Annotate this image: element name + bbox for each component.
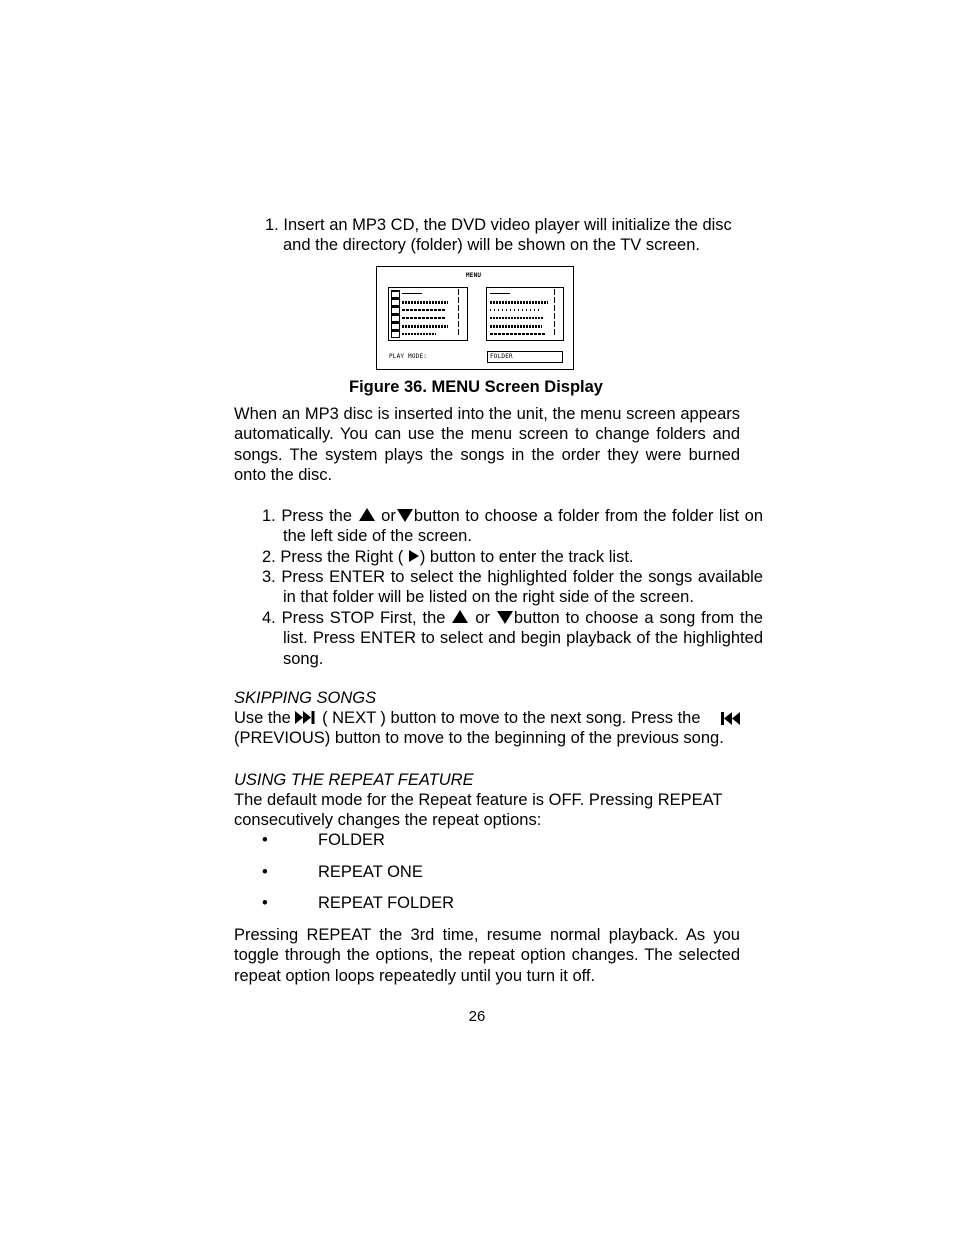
- play-mode-box: [487, 351, 563, 363]
- intro-step-text: Insert an MP3 CD, the DVD video player will initialize the disc and the directory (folder) will be shown on the TV screen.: [283, 216, 732, 255]
- step-1-text-a: 1. Press the: [262, 507, 353, 525]
- intro-step: [265, 215, 745, 256]
- folder-row-bar: [402, 317, 446, 319]
- folder-icon: [391, 314, 400, 322]
- step-2: [262, 547, 763, 567]
- folder-row-bar: [402, 293, 422, 294]
- track-row-bar: [490, 293, 510, 294]
- step-3: 3. Press ENTER to select the highlighted folder the songs available in that folder will be listed on the right side of the screen.: [262, 568, 763, 607]
- step-1: [262, 506, 763, 547]
- play-mode-label: PLAY MODE:: [389, 353, 428, 360]
- menu-screen-title: MENU: [466, 272, 482, 279]
- repeat-feature-heading: USING THE REPEAT FEATURE: [234, 771, 474, 789]
- step-4-text-c: button to choose a song from the list. Press ENTER to select and begin playback of the highlighted song.: [283, 609, 763, 668]
- repeat-option: FOLDER: [318, 831, 385, 849]
- folder-icon: [391, 322, 400, 330]
- folder-row-count: [458, 321, 459, 327]
- skipping-songs-paragraph: [234, 708, 742, 749]
- track-row-number: [554, 297, 555, 303]
- menu-description-paragraph: When an MP3 disc is inserted into the unit, the menu screen appears automatically. You can use the menu screen to change folders and songs. The system plays the songs in the order they were burned onto the disc.: [234, 405, 740, 485]
- folder-row-count: [458, 289, 459, 295]
- folder-row-count: [458, 305, 459, 311]
- track-row-bar: [490, 317, 544, 319]
- step-4-text-a: 4. Press STOP First, the: [262, 609, 446, 627]
- bullet-marker: •: [262, 831, 268, 849]
- step-4: [262, 608, 763, 669]
- folder-row-count: [458, 329, 459, 335]
- down-triangle-icon: [497, 611, 513, 624]
- step-1-text-c: button to choose a folder from the folder list on the left side of the screen.: [283, 507, 763, 546]
- up-triangle-icon: [452, 610, 468, 623]
- folder-icon: [391, 290, 400, 298]
- skipping-text-3: (PREVIOUS) button to move to the beginning of the previous song.: [234, 729, 724, 748]
- folder-row-bar: [402, 309, 446, 311]
- skip-previous-icon: [720, 712, 742, 725]
- track-row-bar: [490, 325, 542, 328]
- step-2-text-c: ) button to enter the track list.: [419, 548, 634, 566]
- intro-step-number: 1.: [265, 216, 279, 234]
- bullet-marker: •: [262, 894, 268, 912]
- page-number: 26: [468, 1008, 486, 1025]
- bullet-marker: •: [262, 863, 268, 881]
- track-row-number: [554, 321, 555, 327]
- repeat-option: REPEAT ONE: [318, 863, 423, 881]
- menu-screen-figure: [376, 266, 575, 370]
- skipping-text-2: ( NEXT ) button to move to the next song. Press the: [322, 709, 701, 727]
- track-row-bar: [490, 301, 548, 304]
- right-triangle-icon: [409, 550, 419, 562]
- track-row-number: [554, 313, 555, 319]
- track-row-number: [554, 305, 555, 311]
- repeat-intro-paragraph: The default mode for the Repeat feature is OFF. Pressing REPEAT consecutively changes the repeat options:: [234, 791, 723, 830]
- track-row-number: [554, 289, 555, 295]
- step-2-text-a: 2. Press the Right (: [262, 548, 404, 566]
- track-row-number: [554, 329, 555, 335]
- folder-icon: [391, 298, 400, 306]
- folder-row-count: [458, 313, 459, 319]
- folder-row-count: [458, 297, 459, 303]
- figure-caption: Figure 36. MENU Screen Display: [348, 378, 603, 396]
- folder-icon: [391, 330, 400, 338]
- repeat-closing-paragraph: Pressing REPEAT the 3rd time, resume normal playback. As you toggle through the options, the repeat option changes. The selected repeat option loops repeatedly until you turn it off.: [234, 926, 740, 985]
- skipping-songs-heading: SKIPPING SONGS: [234, 689, 377, 707]
- up-triangle-icon: [359, 508, 375, 521]
- folder-row-bar: [402, 301, 448, 304]
- folder-row-bar: [402, 325, 448, 328]
- track-row-bar: [490, 333, 546, 335]
- step-4-text-b: or: [475, 609, 490, 627]
- folder-row-bar: [402, 333, 436, 335]
- track-row-bar: [490, 309, 542, 311]
- skipping-text-1: Use the: [234, 709, 291, 727]
- folder-icon: [391, 306, 400, 314]
- play-mode-value: FOLDER: [490, 353, 513, 360]
- repeat-option: REPEAT FOLDER: [318, 894, 455, 912]
- skip-next-icon: [295, 711, 317, 724]
- down-triangle-icon: [397, 509, 413, 522]
- step-1-text-b: or: [381, 507, 396, 525]
